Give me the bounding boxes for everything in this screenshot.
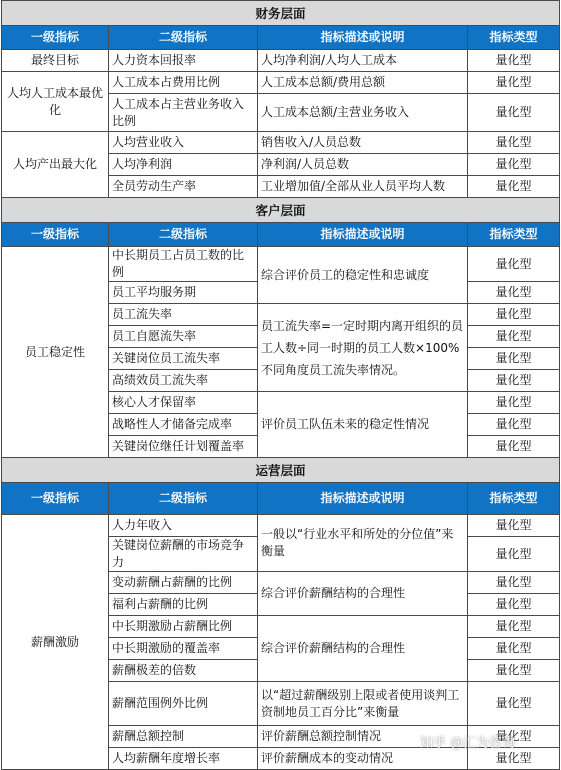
desc-cell: 评价薪酬总额控制情况 — [258, 726, 468, 748]
header-level2: 二级指标 — [109, 483, 258, 515]
level1-cell: 员工稳定性 — [2, 247, 109, 458]
section-title-operations: 运营层面 — [2, 458, 560, 483]
level2-cell: 薪酬总额控制 — [109, 726, 258, 748]
level2-cell: 关键岗位薪酬的市场竞争力 — [109, 537, 258, 572]
type-cell: 量化型 — [468, 94, 560, 132]
section-title-finance: 财务层面 — [2, 1, 560, 26]
type-cell: 量化型 — [468, 392, 560, 414]
level2-cell: 人均营业收入 — [109, 132, 258, 154]
desc-cell: 人工成本总额/主营业务收入 — [258, 94, 468, 132]
type-cell: 量化型 — [468, 282, 560, 304]
type-cell: 量化型 — [468, 660, 560, 682]
header-level2: 二级指标 — [109, 26, 258, 50]
section-title-customer: 客户层面 — [2, 198, 560, 223]
level1-cell: 薪酬激励 — [2, 515, 109, 770]
level2-cell: 薪酬范围例外比例 — [109, 682, 258, 726]
type-cell: 量化型 — [468, 247, 560, 282]
type-cell: 量化型 — [468, 72, 560, 94]
header-level1: 一级指标 — [2, 223, 109, 247]
header-level2: 二级指标 — [109, 223, 258, 247]
kpi-table — [1, 0, 560, 770]
type-cell: 量化型 — [468, 638, 560, 660]
desc-cell: 综合评价薪酬结构的合理性 — [258, 572, 468, 616]
level2-cell: 人工成本占主营业务收入比例 — [109, 94, 258, 132]
header-level1: 一级指标 — [2, 483, 109, 515]
type-cell: 量化型 — [468, 370, 560, 392]
level2-cell: 员工自愿流失率 — [109, 326, 258, 348]
type-cell: 量化型 — [468, 682, 560, 726]
header-desc: 指标描述或说明 — [258, 26, 468, 50]
level2-cell: 人力资本回报率 — [109, 50, 258, 72]
desc-cell: 一般以“行业水平和所处的分位值”来衡量 — [258, 515, 468, 572]
desc-cell: 评价员工队伍未来的稳定性情况 — [258, 392, 468, 458]
header-level1: 一级指标 — [2, 26, 109, 50]
desc-cell: 人均净利润/人均人工成本 — [258, 50, 468, 72]
desc-cell: 以“超过薪酬级别上限或者使用谈判工资制地员工百分比”来衡量 — [258, 682, 468, 726]
desc-cell: 人工成本总额/费用总额 — [258, 72, 468, 94]
level2-cell: 人均薪酬年度增长率 — [109, 748, 258, 770]
level2-cell: 人工成本占费用比例 — [109, 72, 258, 94]
level2-cell: 高绩效员工流失率 — [109, 370, 258, 392]
type-cell: 量化型 — [468, 348, 560, 370]
level2-cell: 中长期激励占薪酬比例 — [109, 616, 258, 638]
type-cell: 量化型 — [468, 304, 560, 326]
type-cell: 量化型 — [468, 176, 560, 198]
level2-cell: 变动薪酬占薪酬的比例 — [109, 572, 258, 594]
type-cell: 量化型 — [468, 537, 560, 572]
desc-cell: 综合评价员工的稳定性和忠诚度 — [258, 247, 468, 304]
type-cell: 量化型 — [468, 616, 560, 638]
type-cell: 量化型 — [468, 436, 560, 458]
level2-cell: 薪酬极差的倍数 — [109, 660, 258, 682]
level2-cell: 关键岗位继任计划覆盖率 — [109, 436, 258, 458]
level2-cell: 全员劳动生产率 — [109, 176, 258, 198]
type-cell: 量化型 — [468, 572, 560, 594]
level2-cell: 中长期员工占员工数的比例 — [109, 247, 258, 282]
level2-cell: 中长期激励的覆盖率 — [109, 638, 258, 660]
type-cell: 量化型 — [468, 50, 560, 72]
level2-cell: 福利占薪酬的比例 — [109, 594, 258, 616]
type-cell: 量化型 — [468, 132, 560, 154]
desc-cell: 综合评价薪酬结构的合理性 — [258, 616, 468, 682]
header-desc: 指标描述或说明 — [258, 483, 468, 515]
level1-cell: 人均人工成本最优化 — [2, 72, 109, 132]
level2-cell: 人均净利润 — [109, 154, 258, 176]
type-cell: 量化型 — [468, 594, 560, 616]
level2-cell: 战略性人才储备完成率 — [109, 414, 258, 436]
watermark: 知乎 @汇为咨询 — [420, 736, 516, 751]
level2-cell: 员工平均服务期 — [109, 282, 258, 304]
type-cell: 量化型 — [468, 726, 560, 748]
type-cell: 量化型 — [468, 326, 560, 348]
level2-cell: 关键岗位员工流失率 — [109, 348, 258, 370]
type-cell: 量化型 — [468, 154, 560, 176]
desc-cell: 净利润/人员总数 — [258, 154, 468, 176]
type-cell: 量化型 — [468, 515, 560, 537]
level2-cell: 核心人才保留率 — [109, 392, 258, 414]
level2-cell: 人力年收入 — [109, 515, 258, 537]
header-desc: 指标描述或说明 — [258, 223, 468, 247]
header-type: 指标类型 — [468, 483, 560, 515]
desc-cell: 员工流失率=一定时期内离开组织的员工人数÷同一时期的员工人数×100%不同角度员工流失率情况。 — [258, 304, 468, 392]
header-type: 指标类型 — [468, 26, 560, 50]
desc-cell: 销售收入/人员总数 — [258, 132, 468, 154]
desc-cell: 评价薪酬成本的变动情况 — [258, 748, 468, 770]
desc-cell: 工业增加值/全部从业人员平均人数 — [258, 176, 468, 198]
level2-cell: 员工流失率 — [109, 304, 258, 326]
type-cell: 量化型 — [468, 414, 560, 436]
level1-cell: 最终目标 — [2, 50, 109, 72]
type-cell: 量化型 — [468, 748, 560, 770]
level1-cell: 人均产出最大化 — [2, 132, 109, 198]
header-type: 指标类型 — [468, 223, 560, 247]
